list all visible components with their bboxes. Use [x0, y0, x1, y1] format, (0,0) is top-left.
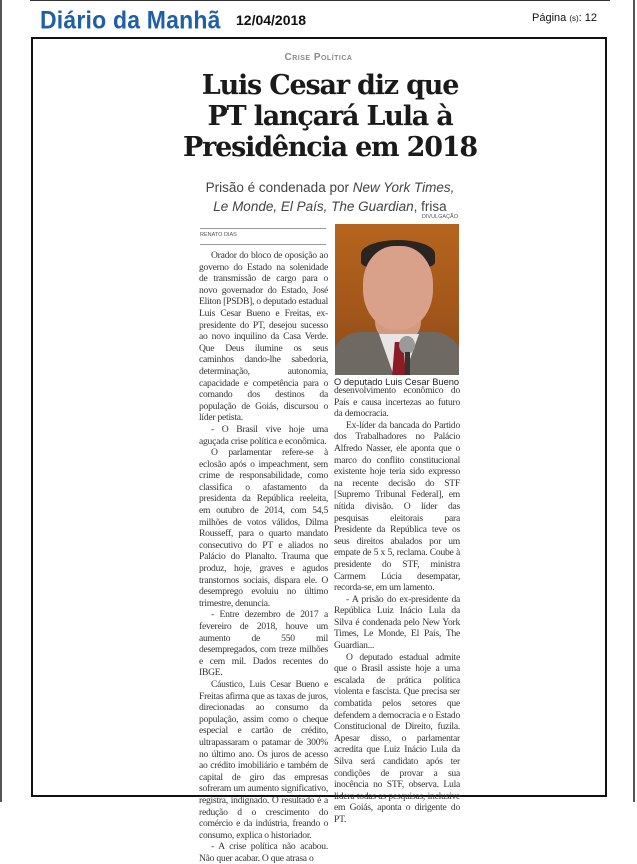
subhead: [180, 178, 480, 216]
page-border-right: [633, 0, 635, 802]
page-border-left: [0, 0, 2, 802]
page-value: : 12: [578, 12, 598, 24]
publication-date: 12/04/2018: [236, 12, 307, 28]
byline-rule-top: [200, 228, 326, 229]
paragraph: desenvolvimento econômico do País e causa incertezas ao futuro da democracia.: [334, 385, 460, 420]
photo-credit: DIVULGAÇÃO: [421, 214, 458, 220]
paragraph: Cáustico, Luis Cesar Bueno e Freitas afirma que as taxas de juros, direcionadas ao consumo da população, assim como o cheque especial e cartão de crédito, ultrapassaram o patamar de 300% no último ano. Os juros de acesso ao crédito imobiliário e também de capital de giro das empresas sofreram um aumento significativo, registra, indignado. O resultado é a redução d o crescimento do comércio e da indústria, freando o consumo, explica o historiador.: [199, 678, 328, 841]
paragraph: O deputado estadual admite que o Brasil assiste hoje a uma escalada de prática política violenta e fascista. Que precisa ser combatida pelos setores que defendem a democracia e o Estado Constitucional de Direito, fuzila. Apesar disso, o parlamentar acredita que Luiz Inácio Lula da Silva será candidato após ter condições de provar a sua inocência no STF, observa. Lula lidera todas as pesquisas, inclusive em Goiás, aponta o dirigente do PT.: [334, 651, 460, 825]
subhead-prefix: Prisão é condenada por: [205, 180, 353, 195]
newspaper-logo: Diário da Manhã: [40, 6, 221, 35]
page-number: [532, 12, 597, 24]
subhead-suffix: , frisa: [413, 199, 447, 214]
paragraph: - O Brasil vive hoje uma aguçada crise política e econômica.: [199, 423, 328, 447]
byline: RENATO DIAS: [200, 232, 237, 238]
article-column-left: [199, 250, 328, 864]
section-tag: Crise Política: [284, 52, 353, 63]
headline: Luis Cesar diz que PT lançará Lula à Presidência em 2018: [183, 70, 477, 163]
article-photo: [335, 224, 459, 375]
subhead-italic-2: Le Monde, El País, The Guardian: [213, 199, 414, 214]
article-column-right: [334, 385, 460, 826]
paragraph: Orador do bloco de oposição ao governo do Estado na solenidade de transmissão de cargo para o novo governador do Estado, José Eliton [PSDB], o deputado estadual Luis Cesar Bueno e Freitas, ex-presidente do PT, desejou sucesso ao novo inquilino da Casa Verde. Que Deus ilumine os seus caminhos dando-lhe sabedoria, determinação, autonomia, capacidade e competência para o comando dos destinos da população de Goiás, discursou o líder petista.: [199, 250, 328, 424]
page-label: Página: [532, 12, 567, 24]
paragraph: - A prisão do ex-presidente da República Luiz Inácio Lula da Silva é condenada pelo New York Times, Le Monde, El País, The Guardian...: [334, 593, 460, 652]
subhead-italic-1: New York Times,: [352, 180, 455, 195]
paragraph: - A crise política não acabou. Não quer acabar. O que atrasa o: [199, 841, 328, 864]
page-suffix: (s): [569, 14, 579, 23]
byline-rule-bottom: [200, 244, 326, 245]
page-border-top: [30, 0, 610, 1]
paragraph: - Entre dezembro de 2017 a fevereiro de 2018, houve um aumento de 550 mil desempregados, com treze milhões e cem mil. Dados recentes do IBGE.: [199, 609, 328, 679]
paragraph: Ex-líder da bancada do Partido dos Trabalhadores no Palácio Alfredo Nasser, ele aponta que o marco do conflito constitucional existente hoje teria sido expresso na recente decisão do STF [Supremo Tribunal Federal], em nítida divisão. O líder das pesquisas eleitorais para Presidente da República teve os seus direitos abalados por um empate de 5 x 5, reclama. Coube à presidente do STF, ministra Carmem Lúcia desempatar, recorda-se, em um lamento.: [334, 419, 460, 594]
photo-caption: O deputado Luis Cesar Bueno: [334, 377, 460, 387]
paragraph: O parlamentar refere-se à eclosão após o impeachment, sem crime de responsabilidade, como classifica o afastamento da presidenta da República reeleita, em outubro de 2014, com 54,5 milhões de votos válidos, Dilma Rousseff, para o quarto mandato consecutivo do PT e aliados no Palácio do Planalto. Trauma que produz, hoje, graves e agudos transtornos sociais, dispara ele. O desemprego evoluiu no último trimestre, denuncia.: [199, 447, 328, 609]
microphone-stem: [405, 352, 410, 375]
photo-face: [363, 246, 433, 330]
